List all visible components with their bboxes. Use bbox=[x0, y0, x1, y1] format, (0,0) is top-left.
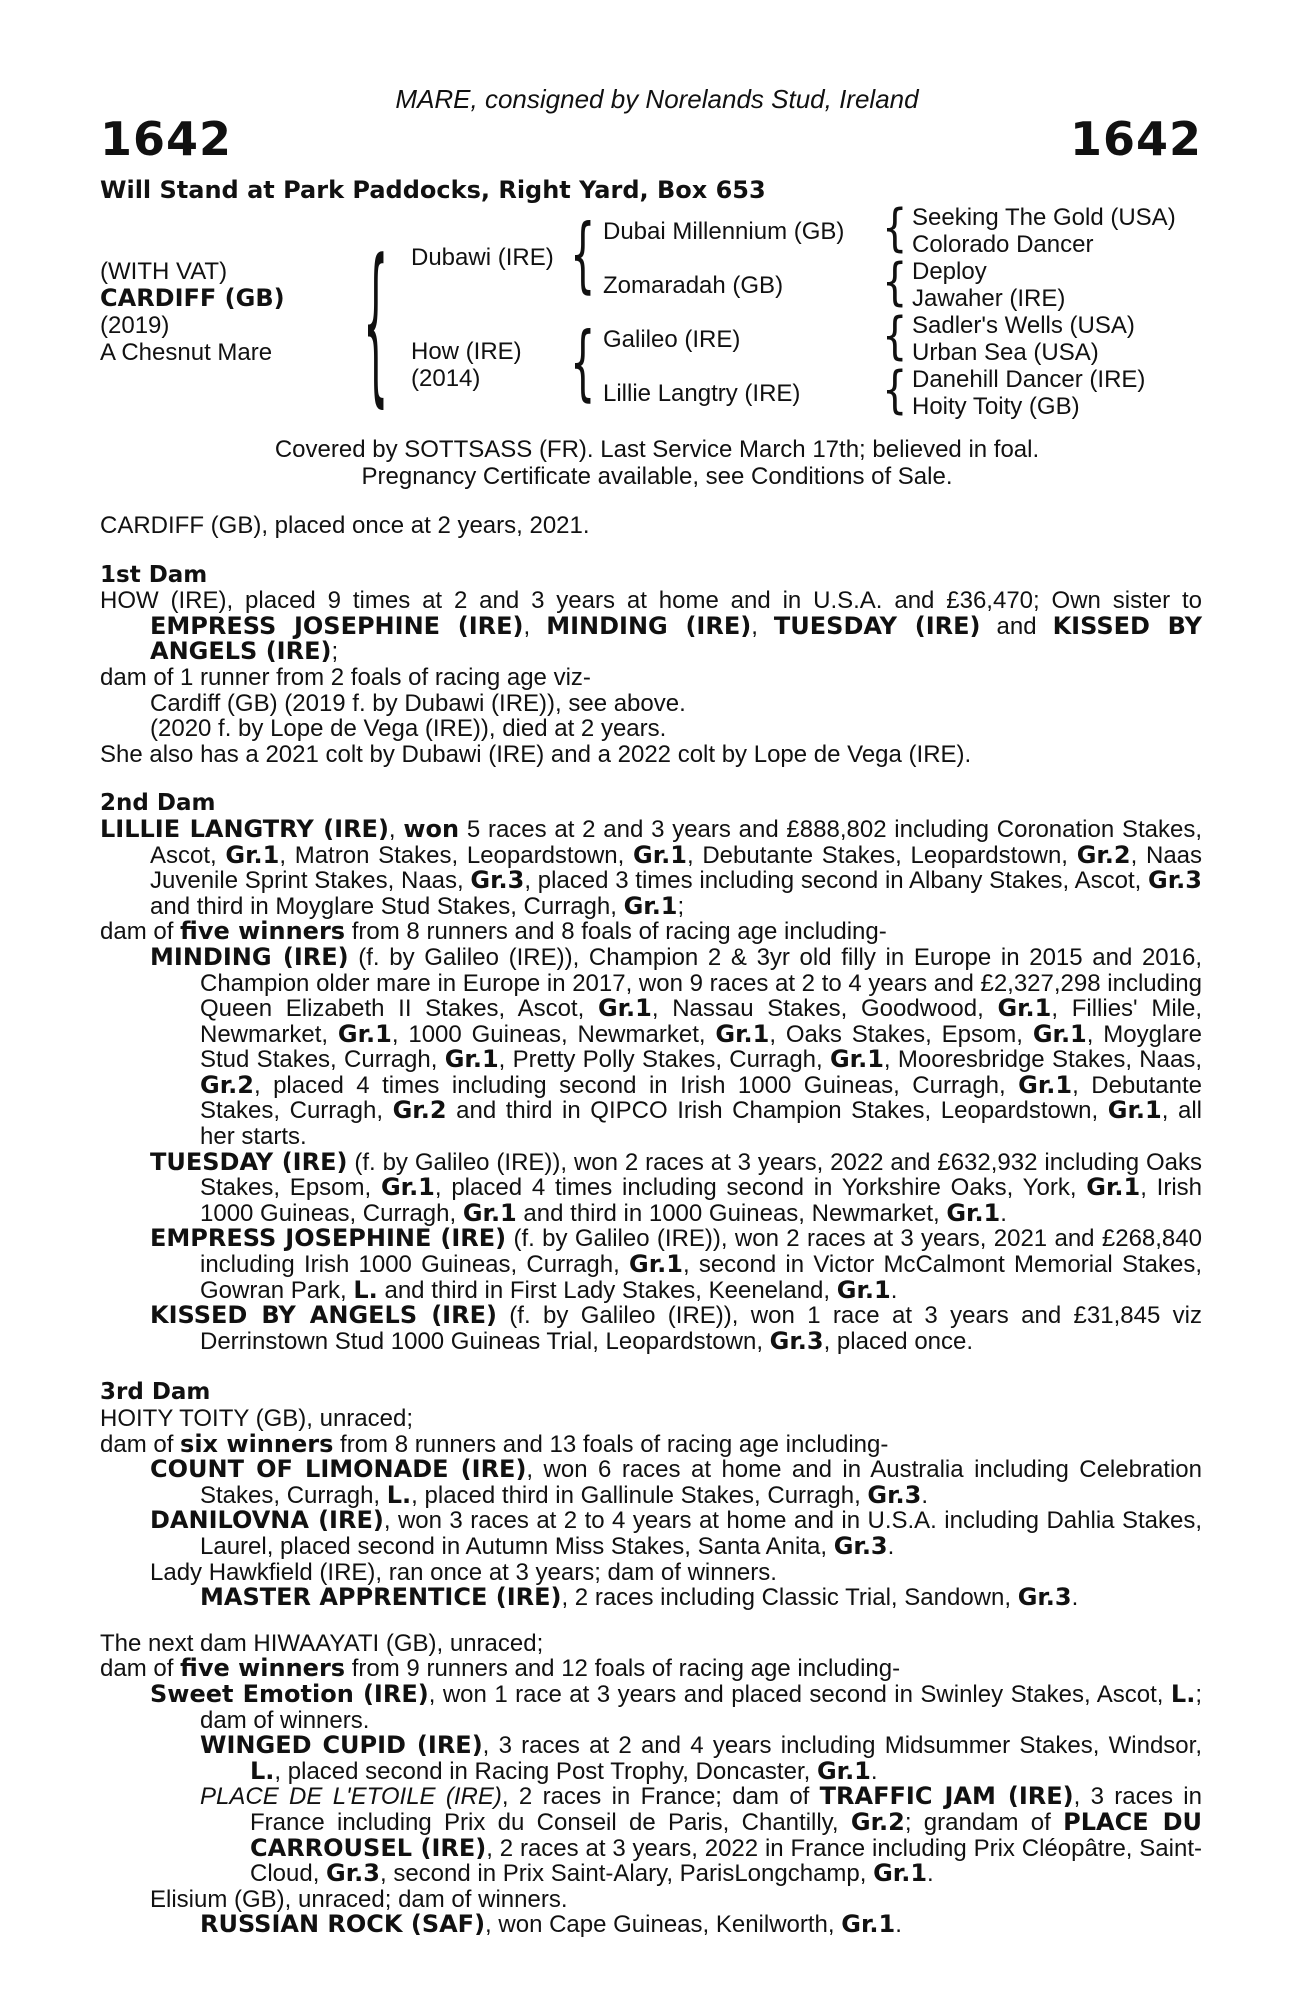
consignor-line: MARE, consigned by Norelands Stud, Ireland bbox=[395, 84, 919, 114]
produce-item: COUNT OF LIMONADE (IRE), won 6 races at home and in Australia including Celebration Stakes, Curragh, L., placed third in Gallinule Stakes, Curragh, Gr.3. bbox=[150, 1455, 1202, 1509]
produce-item: MINDING (IRE) (f. by Galileo (IRE)), Champion 2 & 3yr old filly in Europe in 2015 and 2016, Champion older mare in Europe in 2017, won 9 races at 2 to 4 years and £2,327,298 including Queen Elizabeth II Stakes, Ascot, Gr.1, Nassau Stakes, Goodwood, Gr.1, Fillies' Mile, Newmarket, Gr.1, 1000 Guineas, Newmarket, Gr.1, Oaks Stakes, Epsom, Gr.1, Moyglare Stud Stakes, Curragh, Gr.1, Pretty Polly Stakes, Curragh, Gr.1, Mooresbridge Stakes, Naas, Gr.2, placed 4 times including second in Irish 1000 Guineas, Curragh, Gr.1, Debutante Stakes, Curragh, Gr.2 and third in QIPCO Irish Champion Stakes, Leopardstown, Gr.1, all her starts. bbox=[150, 942, 1203, 1151]
stand-location: Will Stand at Park Paddocks, Right Yard, Box 653 bbox=[100, 176, 766, 204]
dam-brace: { bbox=[570, 316, 596, 412]
race-record: CARDIFF (GB), placed once at 2 years, 2021. bbox=[100, 512, 590, 539]
gen4-ancestor: Seeking The Gold (USA) bbox=[912, 204, 1176, 231]
first-dam-also: She also has a 2021 colt by Dubawi (IRE) and a 2022 colt by Lope de Vega (IRE). bbox=[100, 740, 972, 768]
produce-item: DANILOVNA (IRE), won 3 races at 2 to 4 years at home and in U.S.A. including Dahlia Stakes, Laurel, placed second in Autumn Miss Stakes, Santa Anita, Gr.3. bbox=[150, 1506, 1202, 1560]
gen4-ancestor: Jawaher (IRE) bbox=[912, 285, 1066, 312]
produce-item: TUESDAY (IRE) (f. by Galileo (IRE)), won 2 races at 3 years, 2022 and £632,932 including Oaks Stakes, Epsom, Gr.1, placed 4 times including second in Yorkshire Oaks, York, Gr.1, Irish 1000 Guineas, Curragh, Gr.1 and third in 1000 Guineas, Newmarket, Gr.1. bbox=[150, 1147, 1203, 1227]
produce-item: PLACE DE L'ETOILE (IRE), 2 races in France; dam of TRAFFIC JAM (IRE), 3 races in France including Prix du Conseil de Paris, Chantilly, Gr.2; grandam of PLACE DU CARROUSEL (IRE), 2 races at 3 years, 2022 in France including Prix Cléopâtre, Saint-Cloud, Gr.3, second in Prix Saint-Alary, ParisLongchamp, Gr.1. bbox=[200, 1782, 1202, 1888]
next-dam-produce: dam of five winners from 9 runners and 12 foals of racing age including- bbox=[100, 1654, 901, 1683]
dam-dam: Lillie Langtry (IRE) bbox=[603, 380, 801, 407]
gen4-ancestor: Danehill Dancer (IRE) bbox=[912, 366, 1146, 393]
sister-name: TUESDAY (IRE) bbox=[773, 611, 981, 640]
produce-item: RUSSIAN ROCK (SAF), won Cape Guineas, Kenilworth, Gr.1. bbox=[200, 1910, 902, 1939]
next-dam-line: The next dam HIWAAYATI (GB), unraced; bbox=[100, 1629, 544, 1657]
gen4-ancestor: Urban Sea (USA) bbox=[912, 339, 1099, 366]
produce-item: (2020 f. by Lope de Vega (IRE)), died at 2 years. bbox=[150, 715, 667, 743]
sire: Dubawi (IRE) bbox=[411, 244, 554, 271]
gen4-ancestor: Deploy bbox=[912, 258, 987, 285]
gen4-brace-1: { bbox=[882, 199, 908, 259]
third-dam-produce: dam of six winners from 8 runners and 13 foals of racing age including- bbox=[100, 1429, 889, 1458]
second-dam-produce: dam of five winners from 8 runners and 8 foals of racing age including- bbox=[100, 917, 887, 946]
gen4-brace-2: { bbox=[882, 253, 908, 313]
sire-dam: Zomaradah (GB) bbox=[603, 272, 784, 299]
first-dam-paragraph: HOW (IRE), placed 9 times at 2 and 3 years at home and in U.S.A. and £36,470; Own sister to EMPRESS JOSEPHINE (IRE), MINDING (IRE), TUESDAY (IRE) and KISSED BY ANGELS (IRE); bbox=[100, 587, 1202, 666]
second-dam-heading: 2nd Dam bbox=[100, 790, 216, 817]
first-dam-produce: dam of 1 runner from 2 foals of racing age viz- bbox=[100, 663, 591, 691]
sister-name: MINDING (IRE) bbox=[546, 611, 752, 640]
second-dam-paragraph: LILLIE LANGTRY (IRE), won 5 races at 2 and 3 years and £888,802 including Coronation Stakes, Ascot, Gr.1, Matron Stakes, Leopardstown, Gr.1, Debutante Stakes, Leopardstown, Gr.2, Naas Juvenile Sprint Stakes, Naas, Gr.3, placed 3 times including second in Albany Stakes, Ascot, Gr.3 and third in Moyglare Stud Stakes, Curragh, Gr.1; bbox=[100, 814, 1203, 920]
horse-name: CARDIFF (GB) bbox=[100, 284, 285, 312]
dam-year: (2014) bbox=[411, 365, 481, 392]
sister-name: KISSED BY bbox=[1052, 611, 1202, 640]
covered-line: Covered by SOTTSASS (FR). Last Service March 17th; believed in foal. bbox=[274, 436, 1040, 463]
gen4-ancestor: Hoity Toity (GB) bbox=[912, 393, 1080, 420]
first-dam-heading: 1st Dam bbox=[100, 561, 208, 588]
produce-item: WINGED CUPID (IRE), 3 races at 2 and 4 years including Midsummer Stakes, Windsor, L., placed second in Racing Post Trophy, Doncaster, Gr.1. bbox=[200, 1731, 1202, 1785]
horse-year: (2019) bbox=[100, 312, 170, 339]
third-dam-heading: 3rd Dam bbox=[100, 1379, 211, 1406]
pregnancy-line: Pregnancy Certificate available, see Conditions of Sale. bbox=[361, 463, 953, 490]
gen4-ancestor: Sadler's Wells (USA) bbox=[912, 312, 1135, 339]
sire-brace: { bbox=[570, 208, 596, 304]
catalogue-body bbox=[100, 513, 1202, 1938]
sister-name: EMPRESS JOSEPHINE (IRE) bbox=[150, 611, 524, 640]
gen4-brace-3: { bbox=[882, 307, 908, 367]
produce-item: Lady Hawkfield (IRE), ran once at 3 years; dam of winners. bbox=[150, 1558, 777, 1586]
horse-description: A Chesnut Mare bbox=[100, 339, 273, 366]
lot-number-left: 1642 bbox=[100, 112, 233, 166]
dam-sire: Galileo (IRE) bbox=[603, 326, 741, 353]
produce-item: MASTER APPRENTICE (IRE), 2 races including Classic Trial, Sandown, Gr.3. bbox=[200, 1583, 1079, 1612]
produce-item: KISSED BY ANGELS (IRE) (f. by Galileo (IRE)), won 1 race at 3 years and £31,845 viz Derrinstown Stud 1000 Guineas Trial, Leopardstown, Gr.3, placed once. bbox=[150, 1301, 1202, 1355]
dam: How (IRE) bbox=[411, 338, 522, 365]
main-brace: { bbox=[363, 227, 389, 425]
vat-label: (WITH VAT) bbox=[100, 258, 228, 285]
produce-item: Elisium (GB), unraced; dam of winners. bbox=[150, 1885, 568, 1913]
gen4-brace-4: { bbox=[882, 361, 908, 421]
third-dam-line: HOITY TOITY (GB), unraced; bbox=[100, 1405, 413, 1432]
produce-item: EMPRESS JOSEPHINE (IRE) (f. by Galileo (IRE)), won 2 races at 3 years, 2021 and £268,840 including Irish 1000 Guineas, Curragh, Gr.1, second in Victor McCalmont Memorial Stakes, Gowran Park, L. and third in First Lady Stakes, Keeneland, Gr.1. bbox=[150, 1224, 1202, 1304]
lot-number-right: 1642 bbox=[1069, 112, 1202, 166]
gen4-ancestor: Colorado Dancer bbox=[912, 231, 1094, 258]
sire-sire: Dubai Millennium (GB) bbox=[603, 218, 845, 245]
produce-item: Cardiff (GB) (2019 f. by Dubawi (IRE)), see above. bbox=[150, 689, 686, 717]
produce-item: Sweet Emotion (IRE), won 1 race at 3 years and placed second in Swinley Stakes, Ascot, L.; dam of winners. bbox=[150, 1679, 1202, 1734]
